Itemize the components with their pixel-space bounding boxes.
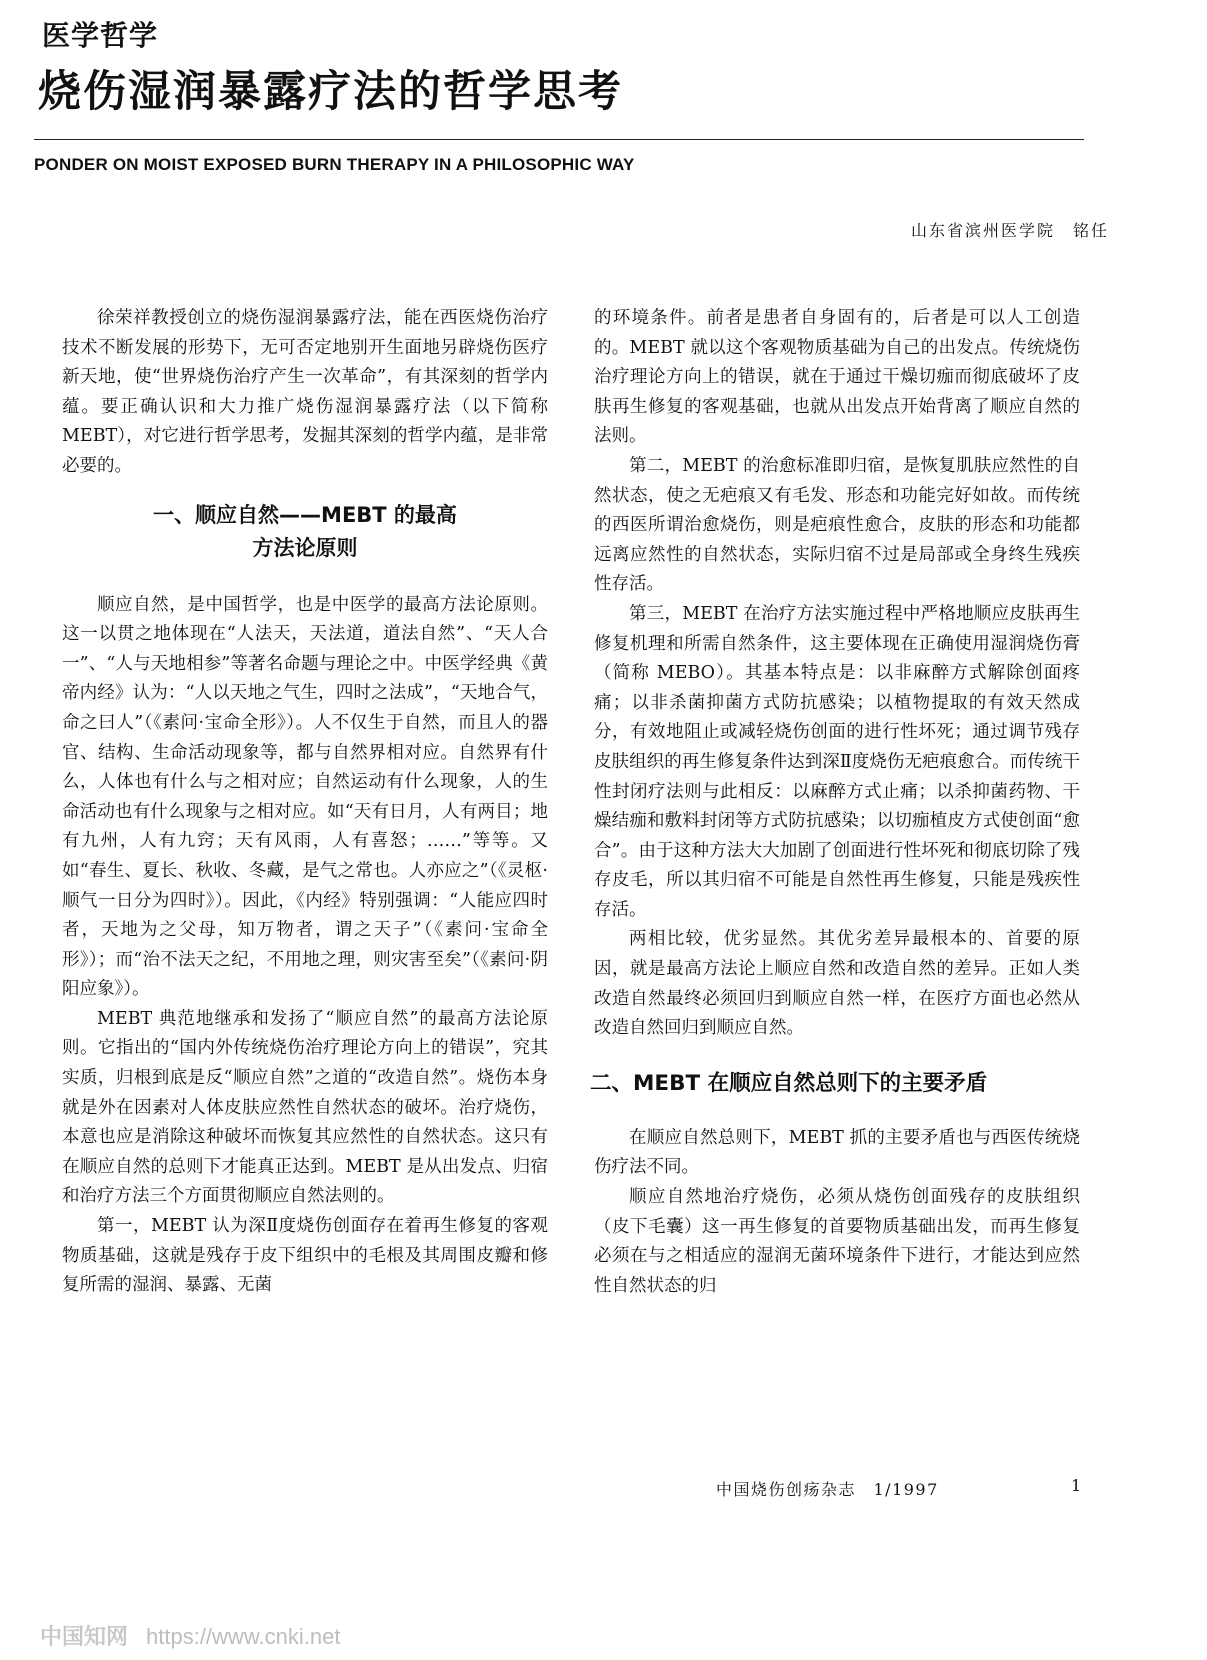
paragraph: 顺应自然，是中国哲学，也是中医学的最高方法论原则。这一以贯之地体现在“人法天，天法道，道法自然”、“天人合一”、“人与天地相参”等著名命题与理论之中。中医学经典《黄帝内经》认为：“人以天地之气生，四时之法成”，“天地合气，命之曰人”（《素问·宝命全形》）。人不仅生于自然，而且人的器官、结构、生命活动现象等，都与自然界相对应。自然界有什么，人体也有什么与之相对应；自然运动有什么现象，人的生命活动也有什么现象与之相对应。如“天有日月，人有两目；地有九州，人有九窍；天有风雨，人有喜怒；……”等等。又如“春生、夏长、秋收、冬藏，是气之常也。人亦应之”（《灵枢·顺气一日分为四时》）。因此，《内经》特别强调：“人能应四时者，天地为之父母，知万物者，谓之天子”（《素问·宝命全形》）；而“治不法天之纪，不用地之理，则灾害至矣”（《素问·阴阳应象》）。 xyxy=(62,594,548,1000)
section-heading-line: 方法论原则 xyxy=(252,535,358,560)
article-title: 烧伤湿润暴露疗法的哲学思考 xyxy=(38,67,623,117)
cnki-watermark xyxy=(40,1620,340,1651)
paragraph-continued: 的环境条件。前者是患者自身固有的，后者是可以人工创造的。MEBT 就以这个客观物质基础为自己的出发点。传统烧伤治疗理论方向上的错误，就在于通过干燥切痂而彻底破坏了皮肤再生修复的客观基础，也就从出发点开始背离了顺应自然的法则。 xyxy=(594,308,1080,447)
paragraph: 顺应自然地治疗烧伤，必须从烧伤创面残存的皮肤组织（皮下毛囊）这一再生修复的首要物质基础出发，而再生修复必须在与之相适应的湿润无菌环境条件下进行，才能达到应然性自然状态的归 xyxy=(594,1187,1080,1296)
title-rule xyxy=(34,139,1084,140)
author-affiliation: 山东省滨州医学院 铭任 xyxy=(910,221,1109,240)
left-column xyxy=(62,304,548,1301)
journal-footer: 中国烧伤创疡杂志 1/1997 xyxy=(716,1480,939,1499)
watermark-brand: 中国知网 xyxy=(40,1625,129,1650)
column-tag: 医学哲学 xyxy=(42,19,159,52)
paragraph: 两相比较，优劣显然。其优劣差异最根本的、首要的原因，就是最高方法论上顺应自然和改造自然的差异。正如人类改造自然最终必须回归到顺应自然一样，在医疗方面也必然从改造自然回归到顺应自然。 xyxy=(594,929,1080,1039)
paragraph: 第二，MEBT 的治愈标准即归宿，是恢复肌肤应然性的自然状态，使之无疤痕又有毛发、形态和功能完好如故。而传统的西医所谓治愈烧伤，则是疤痕性愈合，皮肤的形态和功能都远离应然性的自然状态，实际归宿不过是局部或全身终生残疾性存活。 xyxy=(594,455,1080,595)
paragraph: 第三，MEBT 在治疗方法实施过程中严格地顺应皮肤再生修复机理和所需自然条件，这主要体现在正确使用湿润烧伤膏（简称 MEBO）。其基本特点是：以非麻醉方式解除创面疼痛；以非杀菌抑菌方式防抗感染；以植物提取的有效天然成分，有效地阻止或减轻烧伤创面的进行性坏死；通过调节残存皮肤组织的再生修复条件达到深Ⅱ度烧伤无疤痕愈合。而传统干性封闭疗法则与此相反：以麻醉方式止痛；以杀抑菌药物、干燥结痂和敷料封闭等方式防抗感染；以切痂植皮方式使创面“愈合”。由于这种方法大大加剧了创面进行性坏死和彻底切除了残存皮毛，所以其归宿不可能是自然性再生修复，只能是残疾性存活。 xyxy=(594,603,1080,920)
paragraph: 第一，MEBT 认为深Ⅱ度烧伤创面存在着再生修复的客观物质基础，这就是残存于皮下组织中的毛根及其周围皮瓣和修复所需的湿润、暴露、无菌 xyxy=(62,1216,548,1296)
section-heading-1 xyxy=(62,499,548,565)
paragraph: MEBT 典范地继承和发扬了“顺应自然”的最高方法论原则。它指出的“国内外传统烧伤治疗理论方向上的错误”，究其实质，归根到底是反“顺应自然”之道的“改造自然”。烧伤本身就是外在因素对人体皮肤应然性自然状态的破坏。治疗烧伤，本意也应是消除这种破坏而恢复其应然性的自然状态。这只有在顺应自然的总则下才能真正达到。MEBT 是从出发点、归宿和治疗方法三个方面贯彻顺应自然法则的。 xyxy=(62,1008,548,1207)
paragraph: 徐荣祥教授创立的烧伤湿润暴露疗法，能在西医烧伤治疗技术不断发展的形势下，无可否定地别开生面地另辟烧伤医疗新天地，使“世界烧伤治疗产生一次革命”，有其深刻的哲学内蕴。要正确认识和大力推广烧伤湿润暴露疗法（以下简称 MEBT），对它进行哲学思考，发掘其深刻的哲学内蕴，是非常必要的。 xyxy=(62,308,548,476)
watermark-url: https://www.cnki.net xyxy=(146,1624,341,1649)
page-number: 1 xyxy=(1071,1476,1082,1495)
section-heading-2: 二、MEBT 在顺应自然总则下的主要矛盾 xyxy=(590,1070,988,1096)
section-heading-line: 一、顺应自然——MEBT 的最高 xyxy=(153,502,457,527)
english-subtitle: PONDER ON MOIST EXPOSED BURN THERAPY IN A PHILOSOPHIC WAY xyxy=(34,155,635,174)
right-column xyxy=(590,304,1080,1301)
paragraph: 在顺应自然总则下，MEBT 抓的主要矛盾也与西医传统烧伤疗法不同。 xyxy=(594,1127,1080,1178)
